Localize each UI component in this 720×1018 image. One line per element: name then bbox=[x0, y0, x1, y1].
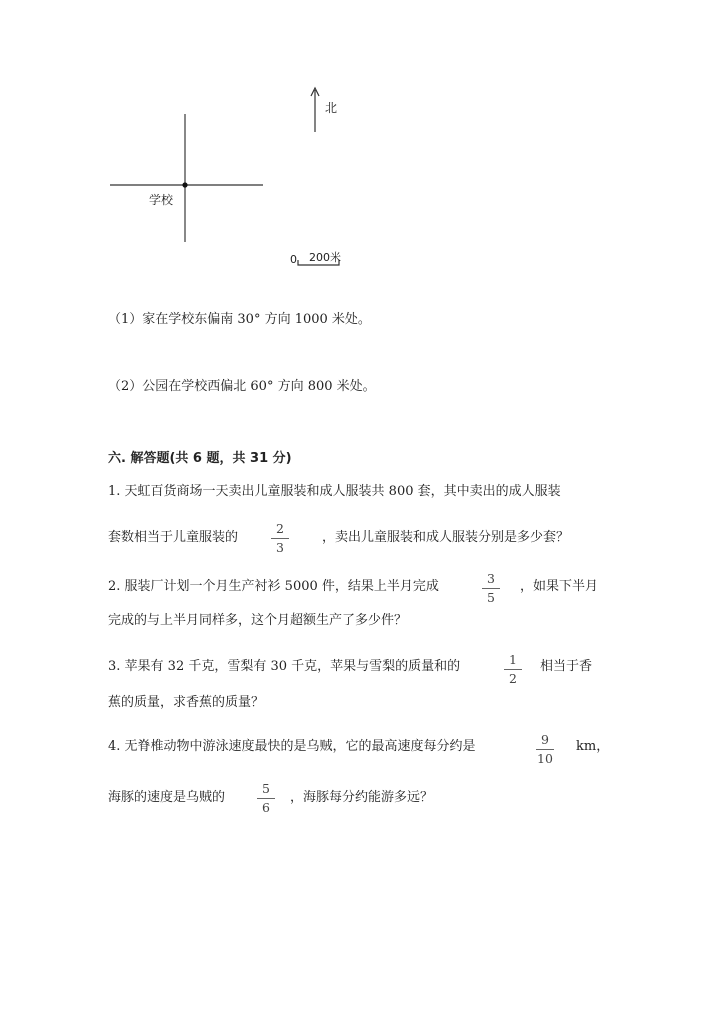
diagram-svg bbox=[0, 0, 720, 290]
problem-4-line-1b: km， bbox=[576, 739, 610, 754]
fraction-bar bbox=[536, 749, 554, 750]
fraction-denominator: 5 bbox=[487, 590, 495, 605]
fraction-numerator: 9 bbox=[541, 732, 549, 747]
problem-3-line-1b: 相当于香 bbox=[540, 659, 593, 674]
problem-2-line-1b: ，如果下半月 bbox=[520, 579, 599, 594]
problem-1-line-1: 1. 天虹百货商场一天卖出儿童服装和成人服装共 800 套，其中卖出的成人服装 bbox=[108, 484, 561, 499]
fraction-bar bbox=[482, 588, 500, 589]
fraction-denominator: 3 bbox=[276, 540, 284, 555]
fraction-denominator: 10 bbox=[537, 751, 553, 766]
problem-2-line-2: 完成的与上半月同样多，这个月超额生产了多少件？ bbox=[108, 613, 408, 628]
fraction-5-6 bbox=[255, 782, 277, 815]
school-label: 学校 bbox=[149, 193, 174, 207]
fraction-numerator: 3 bbox=[487, 571, 495, 586]
direction-diagram bbox=[0, 0, 720, 290]
problem-4-line-1a: 4. 无脊椎动物中游泳速度最快的是乌贼，它的最高速度每分约是 bbox=[108, 739, 476, 754]
fraction-1-2 bbox=[502, 653, 524, 686]
problem-3-line-1a: 3. 苹果有 32 千克，雪梨有 30 千克，苹果与雪梨的质量和的 bbox=[108, 659, 461, 674]
fraction-9-10 bbox=[534, 733, 556, 766]
fraction-2-3 bbox=[269, 522, 291, 555]
problem-2-line-1a: 2. 服装厂计划一个月生产衬衫 5000 件，结果上半月完成 bbox=[108, 579, 439, 594]
fraction-bar bbox=[504, 669, 522, 670]
fraction-3-5 bbox=[480, 572, 502, 605]
scale-label: 200米 bbox=[309, 251, 341, 264]
problem-3-line-2: 蕉的质量，求香蕉的质量？ bbox=[108, 695, 265, 710]
section-heading: 六. 解答题(共 6 题，共 31 分) bbox=[108, 451, 292, 466]
fraction-numerator: 1 bbox=[509, 652, 517, 667]
north-label: 北 bbox=[325, 101, 338, 115]
problem-4-line-2b: ，海豚每分约能游多远？ bbox=[290, 790, 434, 805]
problem-1-line-2b: ，卖出儿童服装和成人服装分别是多少套？ bbox=[322, 530, 570, 545]
fraction-numerator: 2 bbox=[276, 521, 284, 536]
problem-1-line-2a: 套数相当于儿童服装的 bbox=[108, 530, 239, 545]
school-point bbox=[182, 182, 187, 187]
fraction-numerator: 5 bbox=[262, 781, 270, 796]
item-1: （1）家在学校东偏南 30° 方向 1000 米处。 bbox=[108, 312, 371, 327]
problem-4-line-2a: 海豚的速度是乌贼的 bbox=[108, 790, 226, 805]
fraction-bar bbox=[271, 538, 289, 539]
scale-zero: 0 bbox=[290, 253, 297, 266]
fraction-denominator: 2 bbox=[509, 671, 517, 686]
fraction-bar bbox=[257, 798, 275, 799]
item-2: （2）公园在学校西偏北 60° 方向 800 米处。 bbox=[108, 379, 376, 394]
fraction-denominator: 6 bbox=[262, 800, 270, 815]
